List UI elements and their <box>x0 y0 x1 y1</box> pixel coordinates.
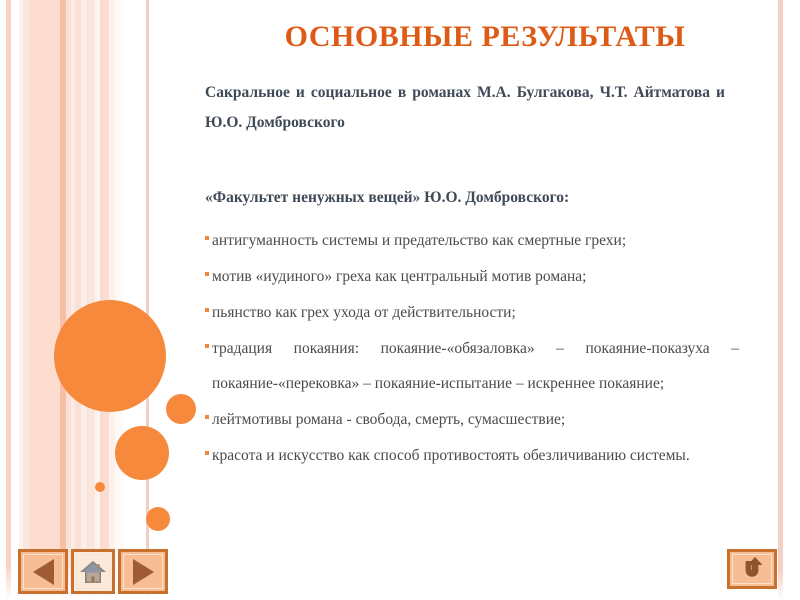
content-body <box>205 180 739 474</box>
bullet-marker-icon <box>205 451 209 455</box>
stripe-0 <box>6 0 11 600</box>
bullet-marker-icon <box>205 415 209 419</box>
arrow-left-icon <box>33 559 54 585</box>
bullet-marker-icon <box>205 344 209 348</box>
next-slide-button[interactable] <box>118 549 168 594</box>
bullet-text: мотив «иудиного» греха как центральный мотив романа; <box>212 268 587 285</box>
bullet-marker-icon <box>205 308 209 312</box>
slide-subtitle: Сакральное и социальное в романах М.А. Булгакова, Ч.Т. Айтматова и Ю.О. Домбровского <box>205 84 725 131</box>
stripe-5 <box>60 0 66 600</box>
bullet-list <box>205 223 739 473</box>
stripe-2 <box>19 0 23 600</box>
bullet-item <box>205 438 739 473</box>
bullet-text: антигуманность системы и предательство как смертные грехи; <box>212 232 627 249</box>
stripe-9 <box>81 0 86 600</box>
stripe-3 <box>23 0 30 600</box>
stripe-1 <box>12 0 19 600</box>
stripe-10 <box>86 0 95 600</box>
stripe-7 <box>71 0 75 600</box>
bullet-item <box>205 402 739 437</box>
bullet-item <box>205 223 739 258</box>
stripe-8 <box>75 0 81 600</box>
stripe-4 <box>30 0 60 600</box>
previous-slide-button[interactable] <box>18 549 68 594</box>
home-button[interactable] <box>71 549 115 594</box>
decorative-circle-0 <box>54 300 166 412</box>
bullet-text: пьянство как грех ухода от действительности; <box>212 304 516 321</box>
bullet-text: красота и искусство как способ противостоять обезличиванию системы. <box>212 447 690 464</box>
bullet-text: традация покаяния: покаяние-«обязаловка» – покаяние-показуха – покаяние-«перековка» – покаяние-испытание – искреннее покаяние; <box>212 340 739 392</box>
decorative-circle-2 <box>115 426 169 480</box>
stripe-6 <box>66 0 71 600</box>
decorative-circle-1 <box>166 394 196 424</box>
return-button[interactable] <box>727 549 777 589</box>
bullet-marker-icon <box>205 236 209 240</box>
section-lead: «Факультет ненужных вещей» Ю.О. Домбровского: <box>205 189 570 206</box>
u-turn-arrow-icon <box>739 556 765 582</box>
stripe-15 <box>124 0 146 600</box>
bullet-marker-icon <box>205 272 209 276</box>
bullet-text: лейтмотивы романа - свобода, смерть, сумасшествие; <box>212 411 566 428</box>
page-title: ОСНОВНЫЕ РЕЗУЛЬТАТЫ <box>284 20 686 53</box>
decorative-circle-3 <box>95 482 105 492</box>
bullet-item <box>205 295 739 330</box>
bullet-item <box>205 259 739 294</box>
right-edge-stripe-fade <box>776 0 785 600</box>
bullet-item <box>205 331 739 401</box>
decorative-circle-4 <box>146 507 170 531</box>
arrow-right-icon <box>133 559 154 585</box>
home-icon <box>79 559 107 585</box>
